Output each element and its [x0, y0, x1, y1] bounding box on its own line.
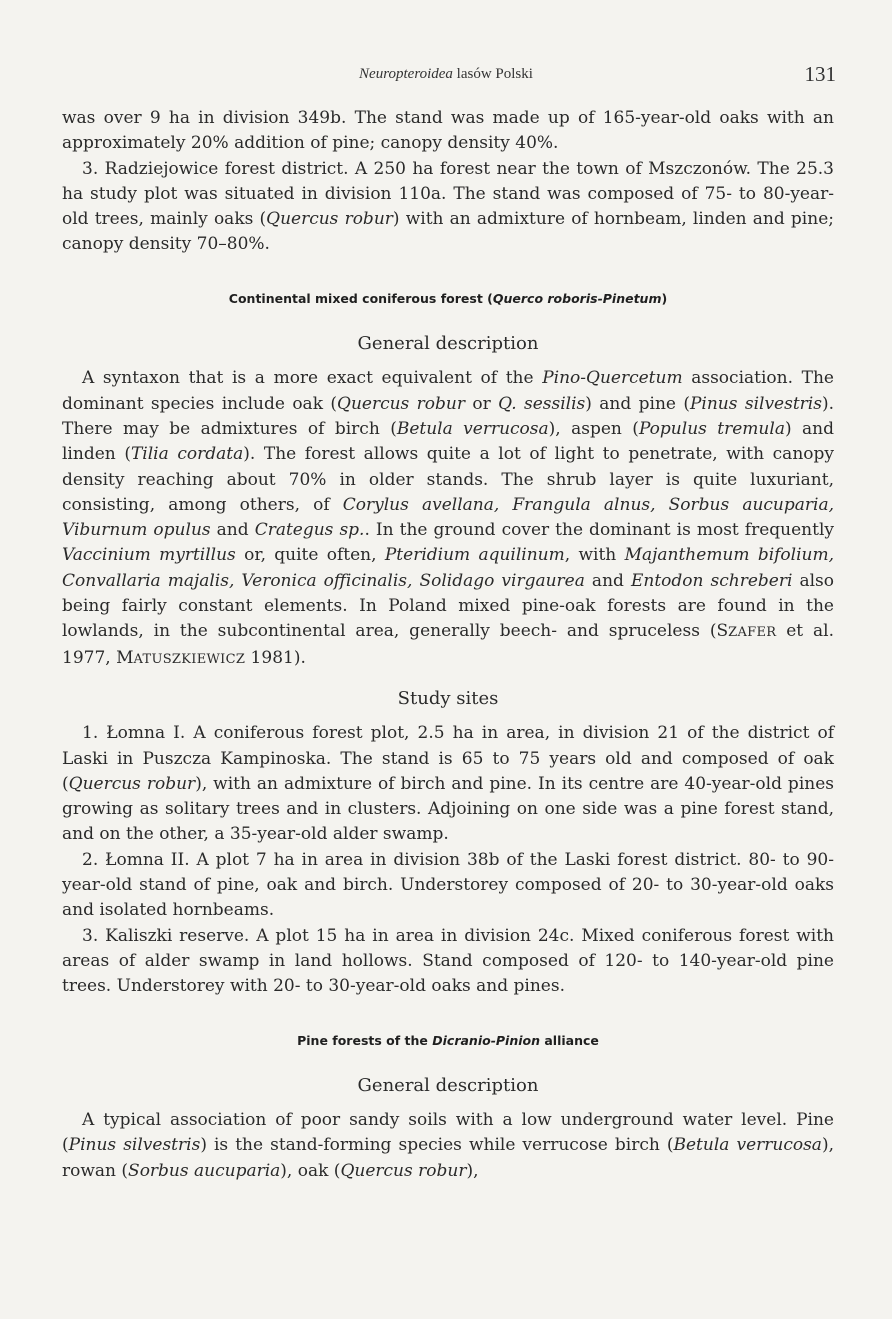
section-heading-querco: Continental mixed coniferous forest (Querco roboris-Pinetum) [228, 290, 668, 306]
paragraph-radziejowice: 3. Radziejowice forest district. A 250 ha forest near the town of Mszczonów. The 25.3 ha study plot was situated in division 110a. The stand was composed of 75- to 80-year-old trees, mainly oaks (Quercus robur) with an admixture of hornbeam, linden and pine; canopy density 70–80%. [62, 158, 834, 255]
running-title: Neuropteroidea lasów Polski [359, 66, 533, 82]
paragraph-general-description-1: A syntaxon that is a more exact equivalent of the Pino-Quercetum association. The dominant species include oak (Quercus robur or Q. sessilis) and pine (Pinus silvestris). There may be admixtures of birch (Betula verrucosa), aspen (Populus tremula) and linden (Tilia cordata). The forest allows quite a lot of light to penetrate, with canopy density reaching about 70% in older stands. The shrub layer is quite luxuriant, consisting, among others, of Corylus avellana, Frangula alnus, Sorbus aucuparia, Viburnum opulus and Crategus sp.. In the ground cover the dominant is most frequently Vaccinium myrtillus or, quite often, Pteridium aquilinum, with Majanthemum bifolium, Convallaria majalis, Veronica officinalis, Solidago virgaurea and Entodon schreberi also being fairly constant elements. In Poland mixed pine-oak forests are found in the lowlands, in the subcontinental area, generally beech- and spruceless (SZAFER et al. 1977, MATUSZKIEWICZ 1981). [62, 368, 835, 668]
running-header [0, 62, 892, 88]
section-heading-dicranio: Pine forests of the Dicranio-Pinion alliance [297, 1032, 599, 1048]
paragraph-site-lomna-1: 1. Łomna I. A coniferous forest plot, 2.5 ha in area, in division 21 of the district of Laski in Puszcza Kampinoska. The stand is 65 to 75 years old and composed of oak (Quercus robur), with an admixture of birch and pine. In its centre are 40-year-old pines growing as solitary trees and in clusters. Adjoining on one side was a pine forest stand, and on the other, a 35-year-old alder swamp. [62, 723, 834, 845]
page-number: 131 [804, 62, 836, 86]
paragraph-continuation: was over 9 ha in division 349b. The stand was made up of 165-year-old oaks with an approximately 20% addition of pine; canopy density 40%. [62, 108, 834, 154]
paragraph-general-description-2: A typical association of poor sandy soils with a low underground water level. Pine (Pinus silvestris) is the stand-forming species while verrucose birch (Betula verrucosa), rowan (Sorbus aucuparia), oak (Quercus robur), [62, 1110, 834, 1181]
subheading-study-sites: Study sites [397, 687, 499, 709]
paragraph-site-kaliszki: 3. Kaliszki reserve. A plot 15 ha in area in division 24c. Mixed coniferous forest with areas of alder swamp in land hollows. Stand composed of 120- to 140-year-old pine trees. Understorey with 20- to 30-year-old oaks and pines. [62, 925, 834, 997]
paragraph-site-lomna-2: 2. Łomna II. A plot 7 ha in area in division 38b of the Laski forest district. 80- to 90-year-old stand of pine, oak and birch. Understorey composed of 20- to 30-year-old oaks and isolated hornbeams. [62, 849, 834, 921]
subheading-general-description-2: General description [357, 1074, 539, 1096]
body-text [62, 106, 834, 1184]
subheading-general-description-1: General description [357, 333, 539, 355]
